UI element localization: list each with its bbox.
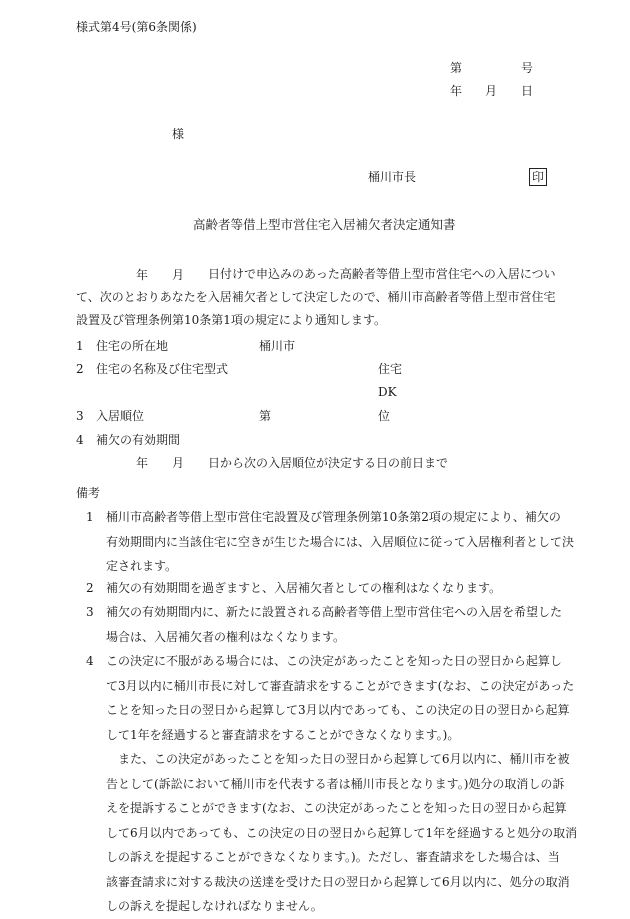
item-1-label: 住宅の所在地 [96, 339, 169, 353]
note-line: して6月以内であっても、この決定の日の翌日から起算して1年を経過すると処分の取消 [106, 825, 578, 840]
note-line: 場合は、入居補欠者の権利はなくなります。 [106, 629, 346, 644]
item-1-value: 桶川市 [259, 339, 296, 353]
note-line: しの訴えを提起しなければなりません。 [106, 899, 323, 913]
item-1-number: 1 [76, 339, 84, 353]
item-4-month: 月 [172, 456, 185, 470]
doc-number-prefix: 第 [450, 61, 463, 75]
note-line: えを提訴することができます(なお、この決定があったことを知った日の翌日から起算 [106, 801, 567, 815]
note-line: 補欠の有効期間内に、新たに設置される高齢者等借上型市営住宅への入居を希望した [106, 605, 563, 619]
note-4-text [106, 649, 577, 919]
note-line: て3月以内に桶川市長に対して審査請求をすることができます(なお、この決定があった [106, 678, 575, 693]
intro-month: 月 [172, 268, 185, 282]
item-3-number: 3 [76, 409, 84, 423]
item-3-label: 入居順位 [96, 409, 145, 423]
note-3-text [106, 600, 562, 649]
note-line: この決定に不服がある場合には、この決定があったことを知った日の翌日から起算し [106, 654, 562, 668]
note-line: また、この決定があったことを知った日の翌日から起算して6月以内に、桶川市を被 [106, 752, 570, 766]
note-line: 該審査請求に対する裁決の送達を受けた日の翌日から起算して6月以内に、処分の取消 [106, 874, 570, 889]
intro-line: 設置及び管理条例第10条第1項の規定により通知します。 [76, 313, 386, 327]
note-line: 定されます。 [106, 559, 178, 573]
issuer: 桶川市長 [368, 170, 417, 184]
doc-number-suffix: 号 [521, 61, 534, 75]
addressee-suffix: 様 [172, 127, 185, 141]
intro-paragraph [76, 263, 556, 332]
item-4-period-text: 日から次の入居順位が決定する日の前日まで [208, 456, 449, 470]
note-line: しの訴えを提起することができなくなります。)。ただし、審査請求をした場合は、当 [106, 850, 560, 864]
note-line: 有効期間内に当該住宅に空きが生じた場合には、入居順位に従って入居権利者として決 [106, 534, 575, 549]
item-4-number: 4 [76, 433, 84, 447]
form-label: 様式第4号(第6条関係) [76, 20, 197, 34]
note-line: 告として(訴訟において桶川市を代表する者は桶川市長となります。)処分の取消しの訴 [106, 776, 565, 791]
document-title: 高齢者等借上型市営住宅入居補欠者決定通知書 [193, 217, 456, 232]
item-2-label: 住宅の名称及び住宅型式 [96, 362, 229, 376]
intro-line: て、次のとおりあなたを入居補欠者として決定したので、桶川市高齢者等借上型市営住宅 [76, 290, 556, 304]
note-line: ことを知った日の翌日から起算して3月以内であっても、この決定の日の翌日から起算 [106, 703, 570, 717]
item-4-year: 年 [136, 456, 149, 470]
note-4-number: 4 [86, 654, 94, 668]
seal-stamp [529, 168, 547, 186]
date-month: 月 [485, 84, 498, 98]
note-2-number: 2 [86, 581, 94, 595]
note-line: 桶川市高齢者等借上型市営住宅設置及び管理条例第10条第2項の規定により、補欠の [106, 510, 561, 524]
seal-text: 印 [529, 168, 547, 186]
notes-heading: 備考 [76, 486, 101, 500]
date-year: 年 [450, 84, 463, 98]
note-2-text [106, 576, 501, 601]
intro-line: 日付けで申込みのあった高齢者等借上型市営住宅への入居につい [208, 267, 556, 281]
item-3-prefix: 第 [259, 409, 272, 423]
item-2-unit-housing: 住宅 [378, 362, 403, 376]
note-line: 補欠の有効期間を過ぎますと、入居補欠者としての権利はなくなります。 [106, 581, 502, 595]
intro-year: 年 [136, 268, 149, 282]
note-1-text [106, 505, 574, 579]
item-4-label: 補欠の有効期間 [96, 433, 181, 447]
date-day: 日 [521, 84, 534, 98]
item-2-number: 2 [76, 362, 84, 376]
note-line: して1年を経過すると審査請求をすることができなくなります。)。 [106, 727, 460, 742]
note-3-number: 3 [86, 605, 94, 619]
item-2-unit-dk: DK [378, 385, 397, 399]
note-1-number: 1 [86, 510, 94, 524]
item-3-suffix: 位 [378, 409, 391, 423]
